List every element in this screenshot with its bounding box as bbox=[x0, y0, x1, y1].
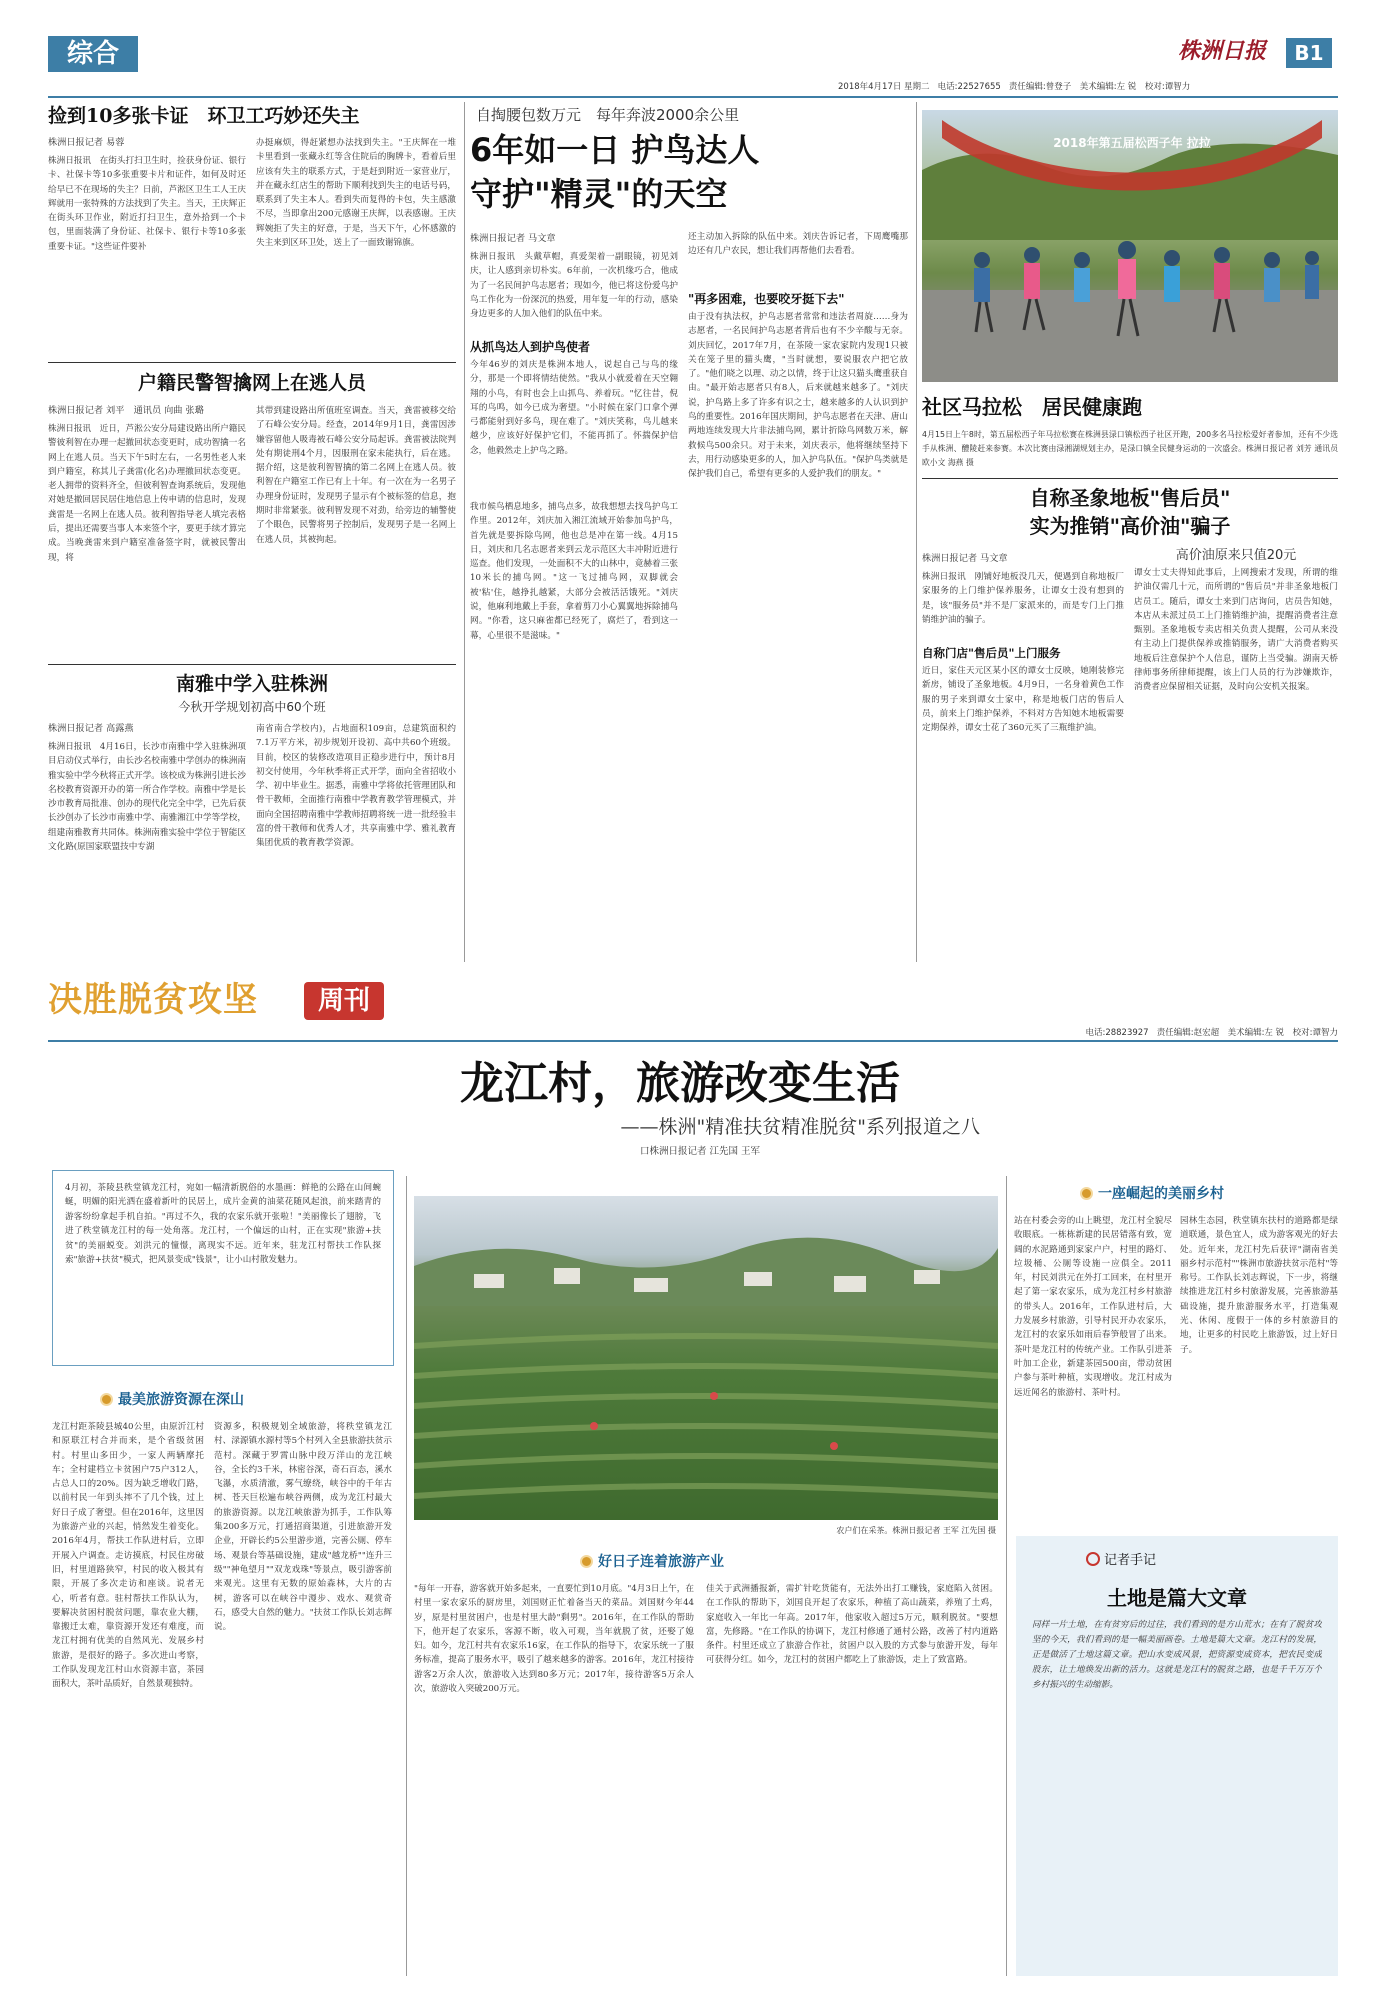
reporter-note-headline: 土地是篇大文章 bbox=[1107, 1586, 1247, 1610]
tea-photo-caption: 农户们在采茶。株洲日报记者 王军 江先国 摄 bbox=[836, 1526, 996, 1535]
weekly-banner bbox=[48, 976, 398, 1024]
masthead-phone: 电话:22527655 bbox=[937, 82, 1001, 92]
story-cards-byline: 株洲日报记者 易蓉 bbox=[48, 137, 125, 148]
masthead-editors: 责任编辑:曾登子 美术编辑:左 锐 校对:谭智力 bbox=[1008, 82, 1191, 92]
story-floor-col1: 株洲日报讯 刚铺好地板没几天，便遇到自称地板厂家服务的上门维护保养服务，让谭女士没有想到的是，该"服务员"并不是厂家派来的，而是专门上门推销维护油的骗子。 bbox=[922, 572, 1124, 625]
story-bird-col3: 还主动加入拆除的队伍中来。刘庆告诉记者，下周鹰嘴那边还有几户农民，想让我们再帮他们去看看。 bbox=[688, 232, 908, 257]
reporter-note-box bbox=[1016, 1536, 1338, 1976]
story-cards bbox=[48, 102, 456, 364]
divider bbox=[48, 664, 456, 665]
lower-rule bbox=[48, 1040, 1338, 1042]
story-bird-sub1: 从抓鸟达人到护鸟使者 bbox=[470, 340, 591, 354]
lower-editors: 责任编辑:赵宏超 美术编辑:左 锐 校对:谭智力 bbox=[1156, 1028, 1338, 1038]
section-dot-icon bbox=[1080, 1187, 1093, 1200]
longjiang-byline: 口株洲日报记者 江先国 王军 bbox=[639, 1146, 761, 1157]
column-rule bbox=[464, 102, 465, 962]
story-school-col2: 南省南合学校内)，占地面积109亩，总建筑面积约7.1万平方米，初步规划开设初、高中共60个班级。目前，校区的装修改造项目正稳步进行中，预计8月初交付使用，今年秋季将正式开学，面向全省招收小学、初中毕业生。据悉，南雅中学将依托管理团队和骨干教师，全面推行南雅中学教育教学管理模式，并面向全国招聘南雅中学教师招聘将统一进一批经验丰富的骨干教师和优秀人才，共享南雅中学、雅礼教育集团优质的教育教学资源。 bbox=[256, 724, 456, 849]
reporter-note-body: 同样一片土地，在有贫穷后的过往，我们看到的是方山荒水；在有了脱贫攻坚的今天，我们看到的是一幅美丽画卷。土地是篇大文章。龙江村的发展，正是做活了土地这篇文章。把山水变成风景，把资源变成资本，把农民变成股东，让土地焕发出新的活力。这就是龙江村的脱贫之路，也是千千万万个乡村振兴的生动缩影。 bbox=[1032, 1620, 1322, 1690]
sec1-col2: 资源多，积极规划全域旅游，将秩堂镇龙江村、渌源镇水源村等5个村列入全县旅游扶贫示范村。深藏于罗霄山脉中段万洋山的龙江峡谷，全长约3千米，林密谷深，奇石百态，溪水飞瀑，水质清澈，雾气缭绕，峡谷中的千年古树、苍天巨松遍布峡谷两侧，成为龙江村最大的旅游资源。以龙江峡旅游为抓手，工作队筹集200多万元，打通招商渠道，引进旅游开发企业，开辟长约5公里游步道，完善公厕、停车场、观景台等基础设施，建成"越龙桥""连升三级""神龟望月""双龙戏珠"等景点，吸引游客前来观光。这里有无数的原始森林，大片的古树，游客可以在峡谷中漫步、戏水、观赏奇石，感受大自然的魅力。"扶贫工作队长刘志辉说。 bbox=[214, 1422, 392, 1633]
reporter-note-label-text: 记者手记 bbox=[1104, 1553, 1157, 1568]
story-fugitive bbox=[48, 368, 456, 660]
sec3-title-text: 一座崛起的美丽乡村 bbox=[1098, 1186, 1224, 1202]
story-floor bbox=[922, 484, 1338, 962]
divider bbox=[48, 362, 456, 363]
story-school-subhead: 今秋开学规划初高中60个班 bbox=[178, 700, 326, 714]
story-floor-col1b: 近日，家住天元区某小区的谭女士反映，她刚装修完新房，铺设了圣象地板。4月9日，一名身着黄色工作服的男子来到谭女士家中，称是地板门店的售后人员，前来上门维护保养，不料对方告知她木地板需要定期保养，谭女士花了360元买了三瓶维护油。 bbox=[922, 666, 1124, 734]
longjiang-lead: 4月初，茶陵县秩堂镇龙江村，宛如一幅清新脱俗的水墨画：鲜艳的公路在山间蜿蜒，明媚的阳光洒在盛着新叶的民居上，成片金黄的油菜花随风起浪，前来踏青的游客纷纷拿起手机自拍。"再过不久，我的农家乐就开张啦！"美丽像长了翅膀，飞进了秩堂镇龙江村的每一处角落。龙江村，一个偏远的山村，正在实现"旅游+扶贫"的美丽蜕变。刘洪元的憧憬，离现实不远。近年来，驻龙江村帮扶工作队探索"旅游+扶贫"模式，把风景变成"钱景"，让小山村散发魅力。 bbox=[65, 1183, 381, 1266]
story-cards-col1: 株洲日报讯 在街头打扫卫生时，捡获身份证、银行卡、社保卡等10多张重要卡片和证件，如何及时还给早已不在现场的失主？日前，芦淞区卫生工人王庆辉就用一张特殊的方法找到了失主。当天，王庆辉正在街头环卫作业，附近打扫卫生，意外拾到一个卡包，里面装满了身份证、社保卡、银行卡等10多张重要卡证。"这些证件要补 bbox=[48, 156, 246, 252]
story-floor-col2: 谭女士丈夫得知此事后，上网搜索才发现，所谓的维护油仅需几十元，而所谓的"售后员"并非圣象地板门店员工。随后，谭女士来到门店询问，店员告知她，本店从未派过员工上门推销维护油，提醒消费者注意甄别。圣象地板专卖店相关负责人提醒，公司从来没有主动上门提供保养或推销服务，请广大消费者购买地板后注意保护个人信息，谨防上当受骗。湖南天桥律师事务所律师提醒，该上门人员的行为涉嫌欺诈，消费者应保留相关证据，及时向公安机关报案。 bbox=[1134, 568, 1338, 693]
weekly-badge: 周刊 bbox=[304, 982, 384, 1020]
reporter-note-label bbox=[1086, 1550, 1322, 1572]
column-rule bbox=[1006, 1176, 1007, 1976]
story-floor-headline-2: 实为推销"高价油"骗子 bbox=[1029, 514, 1231, 538]
marathon-banner-text: 2018年第五届松西子年 拉拉 bbox=[1053, 136, 1211, 150]
sec1-title bbox=[100, 1388, 340, 1412]
story-fugitive-byline: 株洲日报记者 刘平 通讯员 向曲 张璐 bbox=[48, 405, 204, 416]
sec2-title-text: 好日子连着旅游产业 bbox=[598, 1554, 724, 1570]
story-bird-col3b: 由于没有执法权，护鸟志愿者常常和违法者周旋……身为志愿者，一名民间护鸟志愿者背后也有不少辛酸与无奈。刘庆回忆，2017年7月，在茶陵一家农家院内发现1只被关在笼子里的猫头鹰，"当时就想，要说服农户把它放了。"他们晓之以理、动之以情，终于让这只猫头鹰重获自由。"最开始志愿者只有8人，后来就越来越多了。"刘庆说，护鸟路上多了许多有识之士，越来越多的人认识到护鸟的重要性。2016年国庆期间，护鸟志愿者在天津、唐山两地连续发现大片非法捕鸟网，累计折除鸟网数万米，解救候鸟500余只。对于未来，刘庆表示，他将继续坚持下去，用行动感染更多的人，加入护鸟队伍。"保护鸟类就是保护我们自己，希望有更多的人爱护我们的朋友。" bbox=[688, 312, 908, 480]
story-bird-byline: 株洲日报记者 马文章 bbox=[470, 233, 556, 244]
story-floor-subhead: 高价油原来只值20元 bbox=[1175, 548, 1297, 563]
column-rule bbox=[916, 102, 917, 962]
story-fugitive-col2: 其带到建设路出所值班室调查。当天，龚雷被移交给了石峰公安分局。经查，2014年9月1日，龚雷因涉嫌容留他人吸毒被石峰公安分局起诉。龚雷被法院判处有期徒刑4个月，因服刑在家未能执行，后在逃。据介绍，这是彼利智智擒的第二名网上在逃人员。彼利智在户籍室工作已有上十年。有一次在为一名男子办理身份证时，发现男子显示有个被标签的信息，抱期时非常紧张。彼利智发现不对劲，给旁边的辅警使了个眼色，民警将男子控制后，发现男子是一名网上在逃人员，其被拘起。 bbox=[256, 406, 456, 545]
masthead-rule bbox=[48, 96, 1338, 98]
lower-phone: 电话:28823927 bbox=[1085, 1028, 1149, 1038]
story-school-byline: 株洲日报记者 高露燕 bbox=[48, 723, 134, 734]
story-bird-sub2: "再多困难，也要咬牙挺下去" bbox=[688, 292, 845, 306]
sec1-col1: 龙江村距茶陵县城40公里，由原沂江村和原联江村合并而来，是个省级贫困村。村里山多田少，一家人两辆摩托车；全村建档立卡贫困户75户312人，占总人口的20%。因为缺乏增收门路，以前村民一年到头摔不了几个钱，过上好日子成了奢望。但在2016年，这里因为旅游产业的兴起，悄然发生着变化。2016年4月，帮扶工作队进村后，立即开展入户调查。走访摸底，村民住房破旧，村里道路狭窄，村民的收入极其有限，开展了多次走访和座谈。说者无心，听者有意。驻村帮扶工作队认为，要解决贫困村脱贫问题，靠农业大棚，靠搬迁太难，靠资源开发还有难度，而龙江村拥有优美的自然风光、发展乡村旅游，是很好的路子。多次进山考察，工作队发现龙江村山水资源丰富，茶园面积大，茶叶品质好，自然景观独特。 bbox=[52, 1422, 204, 1690]
weekly-title: 决胜脱贫攻坚 bbox=[48, 980, 258, 1020]
section-tab: 综合 bbox=[48, 36, 138, 72]
record-icon bbox=[1086, 1552, 1100, 1566]
story-fugitive-headline: 户籍民警智擒网上在逃人员 bbox=[137, 372, 366, 394]
paper-logo: 株洲日报 bbox=[1178, 38, 1267, 64]
story-cards-col2: 办挺麻烦，得赶紧想办法找到失主。"王庆辉在一堆卡里看到一张藏永红等含住院后的胸牌卡，看着后里应该有失主的联系方式，于是赶到附近一家营业厅，并在藏永红店生的帮助下顺利找到失主的电话号码，联系到了失主本人。看到失而复得的卡包，失主感激不尽，当即拿出200元感谢王庆辉，以表感谢。王庆辉婉拒了失主的好意，于是，当天下午，心怀感激的失主来到区环卫处，送上了一面致谢锦旗。 bbox=[256, 138, 456, 249]
story-floor-headline-1: 自称圣象地板"售后员" bbox=[1029, 486, 1231, 510]
story-fugitive-col1: 株洲日报讯 近日，芦淞公安分局建设路出所户籍民警彼利智在办理一起撤回状态变更时，成功智擒一名网上在逃人员。当天下午5时左右，一名男性老人来到户籍室，称其儿子龚雷(化名)办理撤回状态变更。老人拥带的资料齐全，但彼利智查询系统后，发现他对她是撤回居民居住地信息上传申请的信息时，发现龚雷是一名网上在逃人员。彼利智指导老人填完表格后，提出还需要当事人本来签个字，要更手续才算完成。当晚龚雷来到户籍室准备签字时，就被民警出现，将 bbox=[48, 424, 246, 563]
story-school-col1: 株洲日报讯 4月16日，长沙市南雅中学入驻株洲项目启动仪式举行，由长沙名校南雅中学创办的株洲南雅实验中学今秋将正式开学。该校成为株洲引进长沙名校教育资源开办的第一所合作学校。南雅中学是长沙市教育局批准、创办的现代化完全中学，已先后获长沙创办了长沙市南雅中学、南雅湘江中学等学校，组建南雅教育共同体。株洲南雅实验中学位于智能区文化路(原国家联盟技中专湖 bbox=[48, 742, 246, 853]
sec2-title bbox=[580, 1550, 840, 1574]
sec2-col2: 佳关于武洲播报新，需扩针吃货能有，无法外出打工赚钱，家庭陷入贫困。在工作队的帮助下，刘国良开起了农家乐，种植了高山蔬菜，养殖了土鸡，家庭收入一年比一年高。2017年，他家收入超过5万元，顺利脱贫。"要想富，先修路。"在工作队的协调下，龙江村修通了通村公路，改善了村内道路条件。村里还成立了旅游合作社，贫困户以入股的方式参与旅游开发，每年可获得分红。如今，龙江村的贫困户都吃上了旅游饭，走上了致富路。 bbox=[706, 1584, 998, 1666]
page-number: B1 bbox=[1286, 38, 1332, 68]
marathon-headline: 社区马拉松 居民健康跑 bbox=[922, 395, 1142, 419]
sec3-title bbox=[1080, 1182, 1320, 1206]
column-rule bbox=[406, 1176, 407, 1976]
section-dot-icon bbox=[580, 1555, 593, 1568]
marathon-caption: 4月15日上午8时，第五届松西子年马拉松赛在株洲县渌口镇松西子社区开跑，200多名马拉松爱好者参加，还有不少选手从株洲、醴陵赶来参赛。本次比赛由渌湘湖规划主办，是渌口镇全民健身运动的一次盛会。株洲日报记者 刘芳 通讯员 欧小文 海燕 摄 bbox=[922, 430, 1338, 467]
masthead-date: 2018年4月17日 星期二 bbox=[838, 82, 930, 92]
sec1-title-text: 最美旅游资源在深山 bbox=[118, 1392, 244, 1408]
sec2-col1: "每年一开春，游客就开始多起来，一直要忙到10月底。"4月3日上午，在村里一家农家乐的厨房里，刘国财正忙着备当天的菜品。刘国财今年44岁，原是村里贫困户，也是村里大龄"剩男"。2016年，在工作队的帮助下，他开起了农家乐，客源不断，收入可观，当年就脱了贫，还娶了媳妇。如今，龙江村共有农家乐16家，在工作队的指导下，农家乐统一了服务标准，提高了服务水平，吸引了越来越多的游客。2016年，龙江村接待游客2万余人次，旅游收入达到80多万元；2017年，接待游客5万余人次，旅游收入突破200万元。 bbox=[414, 1584, 694, 1695]
longjiang-headline: 龙江村，旅游改变生活 bbox=[460, 1058, 900, 1109]
story-floor-sub1: 自称门店"售后员"上门服务 bbox=[922, 646, 1061, 660]
story-bird-col2: 我市候鸟栖息地多，捕鸟点多，故我想想去找鸟护鸟工作里。2012年，刘庆加入湘江流域开始参加鸟护鸟，首先就是要拆除鸟网，他也总是冲在第一线。4月15日，刘庆和几名志愿者来到云龙示范区大丰冲附近进行巡查。他们发现，一处面积不大的山林中，竟赫着三张10米长的捕鸟网。"这一飞过捕鸟网，双脚就会被'粘'住，越挣扎越紧，大部分会被活活饿死。"刘庆说，他麻利地戴上手套，拿着剪刀小心翼翼地拆除捕鸟网。"你看，这只麻雀都已经死了，腐烂了，看到这一幕，心里很不是滋味。" bbox=[470, 502, 678, 641]
marathon-photo bbox=[922, 110, 1338, 382]
masthead-meta bbox=[838, 80, 1338, 94]
longjiang-subhead: ——株洲"精准扶贫精准脱贫"系列报道之八 bbox=[620, 1116, 980, 1138]
tea-scene bbox=[414, 1196, 998, 1520]
story-school-headline: 南雅中学入驻株洲 bbox=[175, 673, 328, 695]
story-school bbox=[48, 670, 456, 966]
lower-meta bbox=[972, 1026, 1338, 1040]
story-bird-headline-1: 6年如一日 护鸟达人 bbox=[470, 131, 760, 169]
sec3-col1: 站在村委会旁的山上眺望，龙江村全貌尽收眼底。一栋栋新建的民居错落有致，宽阔的水泥路通到家家户户，村里的路灯、垃圾桶、公厕等设施一应俱全。2011年，村民刘洪元在外打工回来，在村里开起了第一家农家乐，成为龙江村乡村旅游的带头人。2016年，工作队进村后，大力发展乡村旅游，引导村民开办农家乐，龙江村的农家乐如雨后春笋般冒了出来。茶叶是龙江村的传统产业。工作队引进茶叶加工企业，新建茶园500亩，带动贫困户参与茶叶种植，实现增收。龙江村成为远近闻名的旅游村、茶叶村。 bbox=[1014, 1216, 1172, 1398]
story-bird-kicker: 自掏腰包数万元 每年奔波2000余公里 bbox=[476, 106, 740, 124]
story-bird-headline-2: 守护"精灵"的天空 bbox=[470, 175, 728, 213]
story-bird-col1b: 今年46岁的刘庆是株洲本地人，说起自己与鸟的缘分，那是一个即将情结使然。"我从小就爱着在天空翱翔的小鸟，有时也会上山抓鸟、养着玩。"忆往昔，倪耳的鸟鸣，如今已成为奢望。"小时候在家门口拿个弹弓都能射到好多鸟，现在难了。"刘庆笑称，鸟儿越来越少，应该好好保护它们，不能再抓了。怀揣保护信念，他毅然走上护鸟之路。 bbox=[470, 360, 678, 456]
story-bird bbox=[470, 102, 910, 962]
longjiang-lead-box bbox=[52, 1170, 394, 1366]
tea-field-photo bbox=[414, 1196, 998, 1520]
story-bird-col1: 株洲日报讯 头戴草帽，真爱架着一副眼镜，初见刘庆，让人感到亲切朴实。6年前，一次机缘巧合，他成为了一名民间护鸟志愿者；现如今，他已将这份爱鸟护鸟工作化为一份深沉的热爱，用年复一年的行动，感染身边更多的人加入他们的队伍中来。 bbox=[470, 252, 678, 320]
story-cards-headline: 捡到10多张卡证 环卫工巧妙还失主 bbox=[48, 105, 360, 127]
sec3-col2: 园林生态园，秩堂镇东扶村的道路都是绿道联通，景色宜人，成为游客观光的好去处。近年来，龙江村先后获评"湖南省美丽乡村示范村""株洲市旅游扶贫示范村"等称号。工作队长刘志辉说，下一步，将继续推进龙江村乡村旅游发展，完善旅游基础设施，提升旅游服务水平，打造集观光、休闲、度假于一体的乡村旅游目的地，让更多的村民吃上旅游饭，过上好日子。 bbox=[1180, 1216, 1338, 1355]
section-dot-icon bbox=[100, 1393, 113, 1406]
story-floor-byline: 株洲日报记者 马文章 bbox=[922, 553, 1008, 564]
divider bbox=[922, 478, 1338, 479]
